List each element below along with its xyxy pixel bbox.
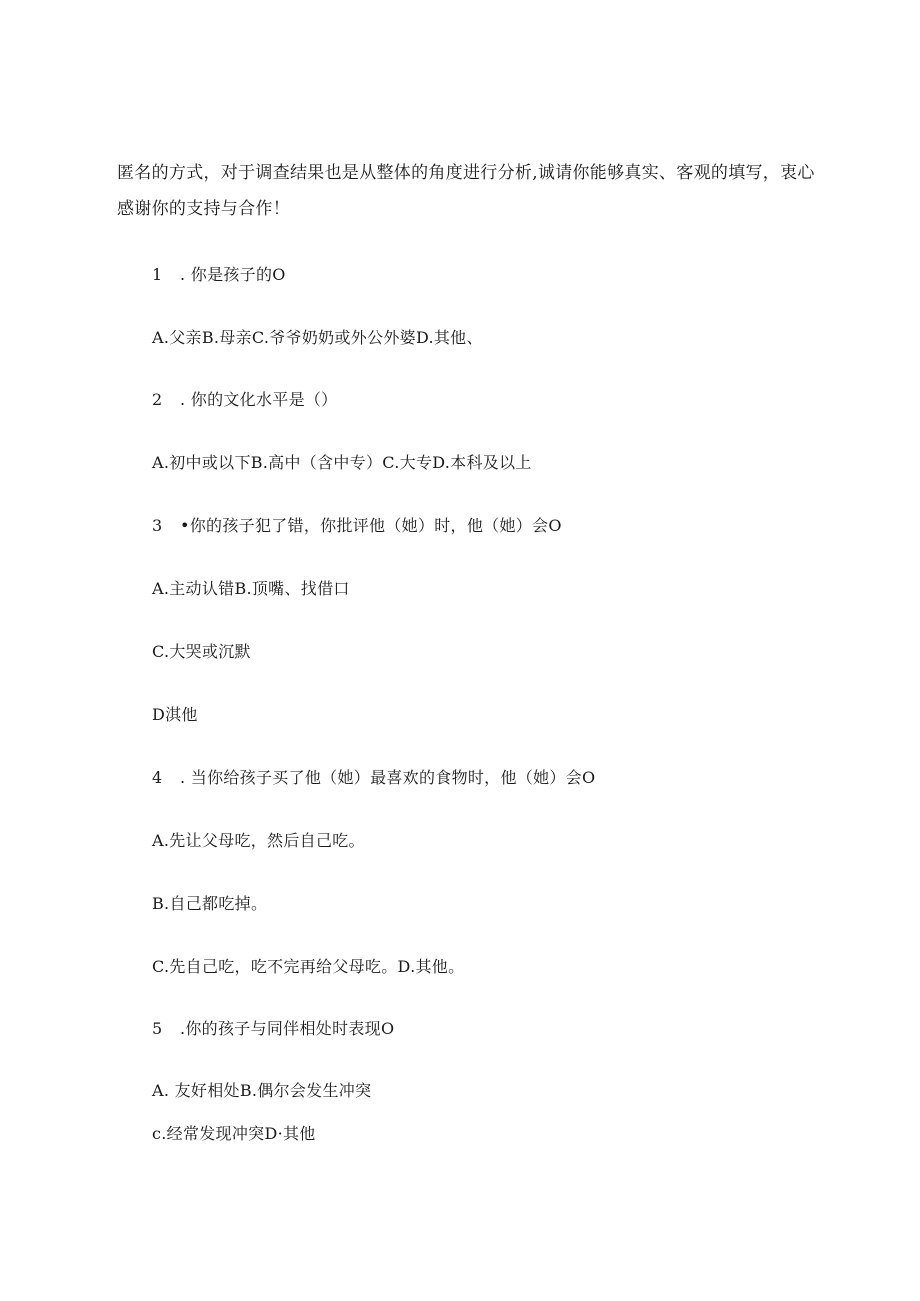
question-5 xyxy=(152,1016,394,1039)
question-4 xyxy=(152,765,595,788)
question-text: .你的孩子与同伴相处时表现O xyxy=(180,1019,395,1038)
intro-line-1: 匿名的方式，对于调查结果也是从整体的角度进行分析,诚请你能够真实、客观的填写，衷心 xyxy=(117,163,815,183)
question-1-options: A.父亲B.母亲C.爷爷奶奶或外公外婆D.其他、 xyxy=(152,328,483,347)
question-4-option-cd: C.先自己吃，吃不完再给父母吃。D.其他。 xyxy=(152,957,465,976)
question-number: 3 xyxy=(152,516,163,535)
question-3 xyxy=(152,513,562,536)
question-number: 4 xyxy=(152,768,163,787)
intro-paragraph xyxy=(117,155,817,227)
question-3-option-d: D淇他 xyxy=(152,705,198,724)
question-text: . 你是孩子的O xyxy=(180,265,286,284)
question-5-option-ab: A. 友好相处B.偶尔会发生冲突 xyxy=(152,1081,372,1100)
question-text: . 当你给孩子买了他（她）最喜欢的食物时，他（她）会O xyxy=(180,768,596,787)
question-5-option-cd: c.经常发现冲突D·其他 xyxy=(152,1124,316,1143)
question-number: 1 xyxy=(152,265,163,284)
question-4-option-a: A.先让父母吃，然后自己吃。 xyxy=(152,831,365,850)
question-text: . 你的文化水平是（） xyxy=(180,390,338,409)
question-3-option-c: C.大哭或沉默 xyxy=(152,642,251,661)
intro-line-2: 感谢你的支持与合作！ xyxy=(117,199,290,219)
question-number: 2 xyxy=(152,390,163,409)
question-2-options: A.初中或以下B.高中（含中专）C.大专D.本科及以上 xyxy=(152,453,532,472)
question-4-option-b: B.自己都吃掉。 xyxy=(152,894,268,913)
question-text: •你的孩子犯了错，你批评他（她）时，他（她）会O xyxy=(180,516,562,535)
question-number: 5 xyxy=(152,1019,163,1038)
question-3-option-ab: A.主动认错B.顶嘴、找借口 xyxy=(152,579,350,598)
question-2 xyxy=(152,387,337,410)
question-1 xyxy=(152,262,286,285)
